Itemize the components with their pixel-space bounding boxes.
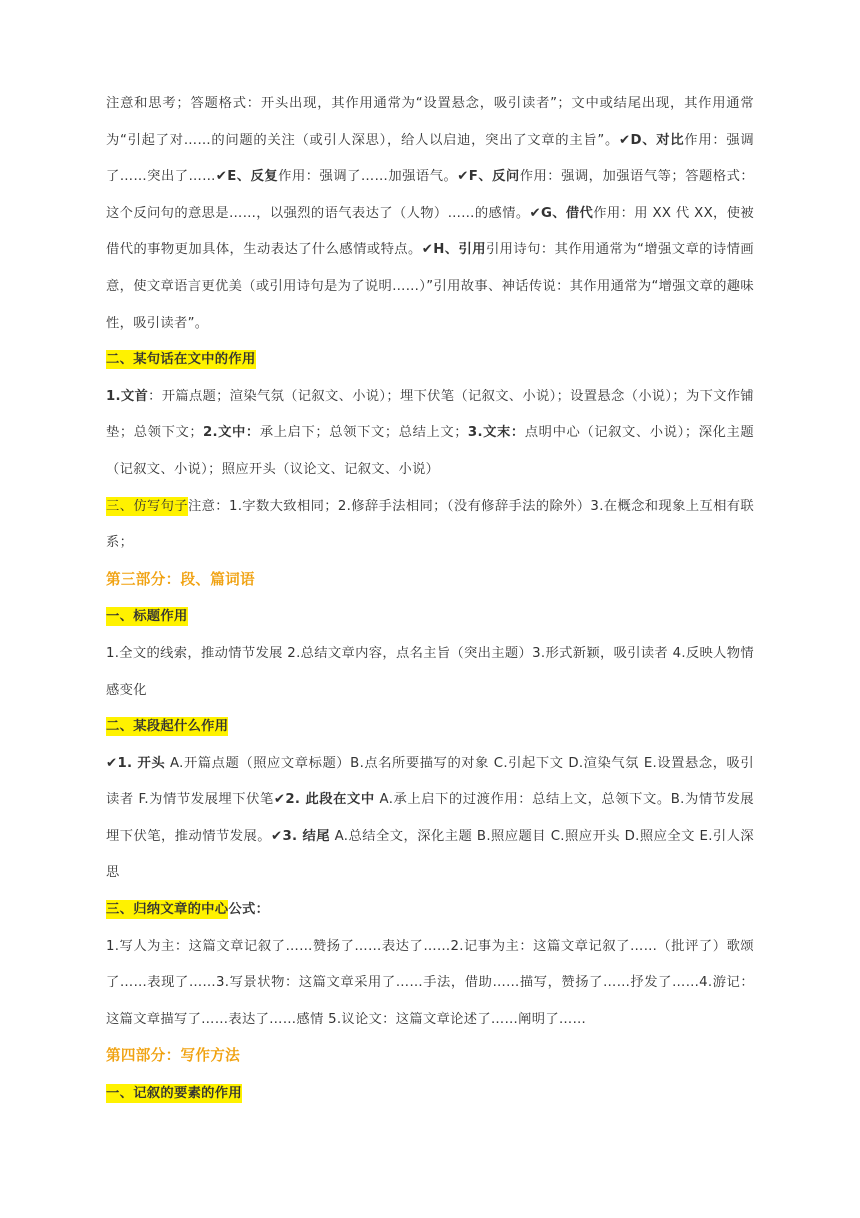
in-text-text: A.承上启下的过渡作用：总结上文，总领下文。B.为情节发展埋下伏笔，推动情节发展。 (106, 792, 754, 844)
beginning-text: ：开篇点题；渲染气氛（记叙文、小说）；埋下伏笔（记叙文、小说）；设置悬念（小说）；为下文作铺垫；总领下文； (106, 388, 754, 441)
section-heading-title-role: 一、标题作用 (106, 609, 188, 625)
rhetoric-paragraph (106, 86, 754, 342)
section-heading-sentence-role (106, 342, 754, 379)
paragraph-role-paragraph (106, 746, 754, 892)
label-g-metonymy: ✔G、借代 (529, 205, 594, 221)
rhetoric-text-5: 作用：用 XX 代 XX，使被借代的事物更加具体，生动表达了什么感情或特点。 (106, 205, 754, 258)
label-ending: ✔3. 结尾 (271, 828, 330, 844)
label-opening: ✔1. 开头 (106, 755, 166, 771)
rhetoric-text-4: 作用：强调，加强语气等；答题格式：这个反问句的意思是……，以强烈的语气表达了（人物）……的感情。 (106, 169, 754, 221)
middle-text: 承上启下；总领下文；总结上文； (259, 425, 468, 441)
rhetoric-text-6: 引用诗句：其作用通常为“增强文章的诗情画意，使文章语言更优美（或引用诗句是为了说明……）”引用故事、神话传说：其作用通常为“增强文章的趣味性，吸引读者”。 (106, 242, 754, 331)
label-end: 3.文末： (467, 425, 525, 441)
part-three-heading: 第三部分：段、篇词语 (106, 570, 255, 588)
label-e-repetition: ✔E、反复 (215, 169, 279, 185)
label-in-text: ✔2. 此段在文中 (273, 792, 375, 808)
rhetoric-text-1: 注意和思考；答题格式：开头出现，其作用通常为“设置悬念，吸引读者”；文中或结尾出现，其作用通常为“引起了对……的问题的关注（或引人深思），给人以启迪，突出了文章的主旨”。 (106, 96, 754, 148)
sentence-role-paragraph (106, 379, 754, 489)
label-f-rhetorical-question: ✔F、反问 (457, 169, 520, 185)
section-heading-narrative-elements: 一、记叙的要素的作用 (106, 1086, 242, 1102)
heading-highlight: 二、某句话在文中的作用 (106, 352, 256, 368)
heading-highlight: 三、仿写句子 (106, 498, 188, 514)
title-role-paragraph: 1.全文的线索，推动情节发展 2.总结文章内容，点名主旨（突出主题）3.形式新颖，吸引读者 4.反映人物情感变化 (106, 645, 754, 698)
label-beginning: 1.文首 (106, 388, 149, 404)
end-text: 点明中心（记叙文、小说）；深化主题（记叙文、小说）；照应开头（议论文、记叙文、小说） (106, 425, 754, 477)
rhetoric-text-3: 作用：强调了……加强语气。 (278, 169, 458, 185)
imitation-text: 注意：1.字数大致相同；2.修辞手法相同；（没有修辞手法的除外）3.在概念和现象上互相有联系； (106, 498, 754, 551)
document-page (106, 86, 754, 1113)
section-heading-central-idea: 三、归纳文章的中心公式： (106, 902, 270, 918)
imitation-paragraph (106, 489, 754, 562)
part-four-heading: 第四部分：写作方法 (106, 1047, 241, 1065)
label-d-contrast: ✔D、对比 (619, 132, 685, 148)
central-idea-paragraph: 1.写人为主：这篇文章记叙了……赞扬了……表达了……2.记事为主：这篇文章记叙了……（批评了）歌颂了……表现了……3.写景状物：这篇文章采用了……手法，借助……描写，赞扬了……抒发了……4.游记：这篇文章描写了……表达了……感情 5.议论文：这篇文章论述了……阐明了…… (106, 938, 754, 1027)
opening-text: A.开篇点题（照应文章标题）B.点名所要描写的对象 C.引起下文 D.渲染气氛 E.设置悬念，吸引读者 F.为情节发展埋下伏笔 (106, 755, 755, 808)
label-h-quotation: ✔H、引用 (421, 242, 486, 258)
rhetoric-text-2: 作用：强调了……突出了…… (106, 132, 754, 185)
ending-text: A.总结全文，深化主题 B.照应题目 C.照应开头 D.照应全文 E.引人深思 (106, 828, 755, 881)
section-heading-paragraph-role: 二、某段起什么作用 (106, 719, 229, 735)
label-middle: 2.文中： (202, 425, 260, 441)
